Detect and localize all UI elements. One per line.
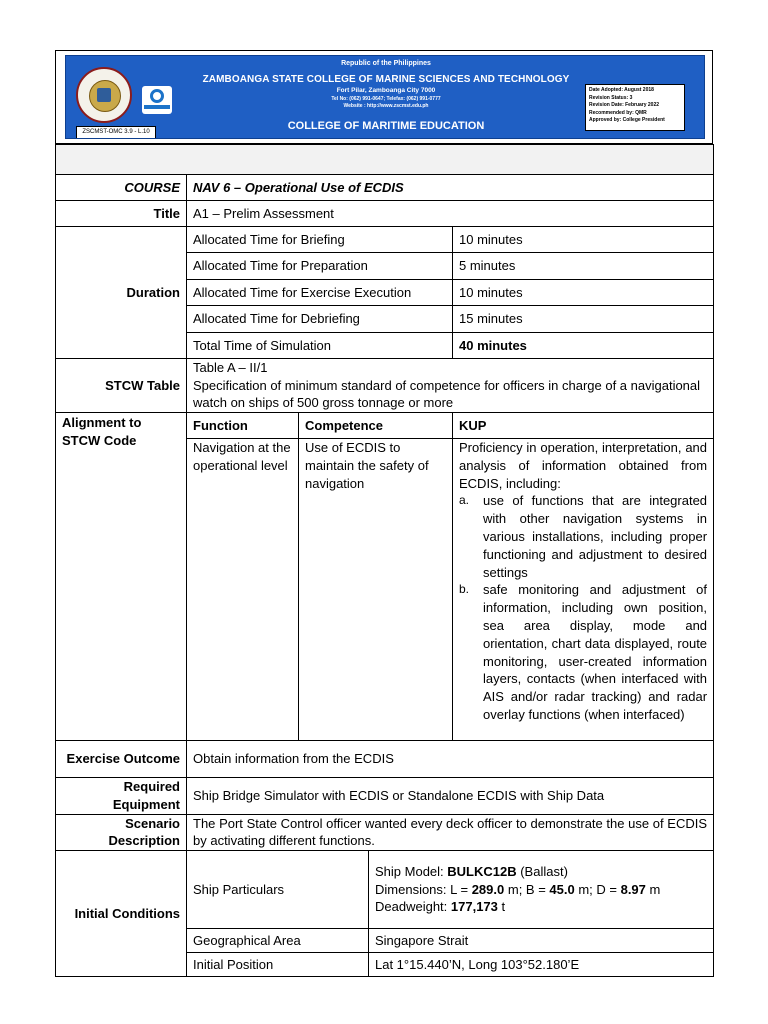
kup-list <box>459 492 707 723</box>
ship-model-label: Ship Model: <box>375 864 448 880</box>
kup-item-text: use of functions that are integrated with other navigation systems in various installations, including proper functioning and adjustment to desired settings <box>483 493 708 580</box>
scenario-label: Scenario Description <box>56 814 187 851</box>
school-address: Fort Pilar, Zamboanga City 7000 <box>336 87 436 94</box>
list-item <box>459 581 707 723</box>
stcw-table-row <box>56 359 714 413</box>
stcw-table-ref: Table A – II/1 <box>193 360 268 376</box>
ship-model-line <box>375 863 707 881</box>
title-row <box>56 201 714 227</box>
duration-label: Duration <box>56 227 187 359</box>
alignment-header-row <box>56 413 714 439</box>
function-value: Navigation at the operational level <box>187 439 299 741</box>
approved-by: Approved by: College President <box>589 117 665 124</box>
duration-item: Allocated Time for Exercise Execution <box>187 280 453 306</box>
assessment-document <box>55 50 713 977</box>
deadweight-line <box>375 898 707 916</box>
kup-item-text: safe monitoring and adjustment of information, including own position, sea area display, mode and orientation, chart data displayed, route monitoring, user-created information layers, contacts (when interfaced with AIS and/or radar tracking) and radar overlay functions (when interfaced) <box>483 582 708 722</box>
duration-total-value: 40 minutes <box>453 333 714 359</box>
dimensions-line <box>375 881 707 899</box>
required-equipment-value: Ship Bridge Simulator with ECDIS or Standalone ECDIS with Ship Data <box>187 778 714 815</box>
ship-particulars-row <box>56 851 714 929</box>
scenario-row <box>56 814 714 851</box>
list-marker: b. <box>459 582 470 597</box>
stcw-table-label: STCW Table <box>56 359 187 413</box>
kup-intro: Proficiency in operation, interpretation, and analysis of information obtained from ECDIS, including: <box>459 440 708 491</box>
title-label: Title <box>56 201 187 227</box>
school-name: ZAMBOANGA STATE COLLEGE OF MARINE SCIENCES AND TECHNOLOGY <box>202 74 570 85</box>
breadth-label: m; B = <box>504 881 550 897</box>
school-telephone: Tel No: (062) 991-0647; Telefax: (062) 991-0777 <box>331 96 441 102</box>
exercise-outcome-row <box>56 741 714 778</box>
duration-item: Total Time of Simulation <box>187 333 453 359</box>
duration-item: Allocated Time for Debriefing <box>187 306 453 333</box>
meter-unit: m <box>645 881 661 897</box>
duration-value: 10 minutes <box>453 227 714 253</box>
competence-value: Use of ECDIS to maintain the safety of navigation <box>299 439 453 741</box>
document-info-box <box>585 84 685 131</box>
exercise-outcome-value: Obtain information from the ECDIS <box>187 741 714 778</box>
ship-particulars-label: Ship Particulars <box>187 851 369 929</box>
tonne-unit: t <box>497 899 506 915</box>
kup-cell <box>453 439 714 741</box>
assessment-table <box>55 144 714 977</box>
recommended-by: Recommended by: QMR <box>589 109 647 116</box>
dimensions-label: Dimensions: L = <box>375 881 472 897</box>
ship-depth: 8.97 <box>620 881 646 897</box>
revision-date: Revision Date: February 2022 <box>589 102 660 109</box>
stcw-table-spec: Specification of minimum standard of competence for officers in charge of a navigational watch on ships of 500 gross tonnage or more <box>193 377 701 411</box>
duration-row <box>56 227 714 253</box>
document-code: ZSCMST-OMC 3.9 - L.10 <box>76 126 156 139</box>
alignment-label: Alignment to STCW Code <box>56 413 187 741</box>
title-value: A1 – Prelim Assessment <box>187 201 714 227</box>
duration-value: 5 minutes <box>453 253 714 280</box>
document-header <box>55 50 713 144</box>
geographical-area-label: Geographical Area <box>187 929 369 953</box>
function-header: Function <box>187 413 299 439</box>
list-item <box>459 492 707 581</box>
required-equipment-label: Required Equipment <box>56 778 187 815</box>
competence-header: Competence <box>299 413 453 439</box>
ship-particulars-value <box>369 851 714 929</box>
initial-position-label: Initial Position <box>187 953 369 977</box>
course-row <box>56 175 714 201</box>
blank-row <box>56 145 714 175</box>
duration-item: Allocated Time for Briefing <box>187 227 453 253</box>
duration-value: 10 minutes <box>453 280 714 306</box>
deadweight-label: Deadweight: <box>375 899 451 915</box>
ship-length: 289.0 <box>471 881 505 897</box>
required-equipment-row <box>56 778 714 815</box>
ship-breadth: 45.0 <box>549 881 575 897</box>
list-marker: a. <box>459 493 470 508</box>
republic-text: Republic of the Philippines <box>341 60 431 67</box>
deadweight-value: 177,173 <box>450 899 498 915</box>
duration-item: Allocated Time for Preparation <box>187 253 453 280</box>
date-adopted: Date Adopted: August 2018 <box>589 87 654 93</box>
stcw-table-cell <box>187 359 714 413</box>
course-value: NAV 6 – Operational Use of ECDIS <box>187 175 714 201</box>
ship-model: BULKC12B <box>447 864 517 880</box>
depth-label: m; D = <box>574 881 621 897</box>
duration-value: 15 minutes <box>453 306 714 333</box>
ship-model-note: (Ballast) <box>516 864 568 880</box>
course-label: COURSE <box>56 175 187 201</box>
initial-conditions-label: Initial Conditions <box>56 851 187 977</box>
college-name: COLLEGE OF MARITIME EDUCATION <box>287 120 485 132</box>
revision-status: Revision Status: 3 <box>589 94 633 101</box>
scenario-value: The Port State Control officer wanted every deck officer to demonstrate the use of ECDIS by activating different functions. <box>187 814 714 851</box>
geographical-area-value: Singapore Strait <box>369 929 714 953</box>
initial-position-value: Lat 1°15.440’N, Long 103°52.180’E <box>369 953 714 977</box>
school-website: Website : http://www.zscmst.edu.ph <box>343 103 429 109</box>
exercise-outcome-label: Exercise Outcome <box>56 741 187 778</box>
college-banner <box>65 55 705 139</box>
kup-header: KUP <box>453 413 714 439</box>
